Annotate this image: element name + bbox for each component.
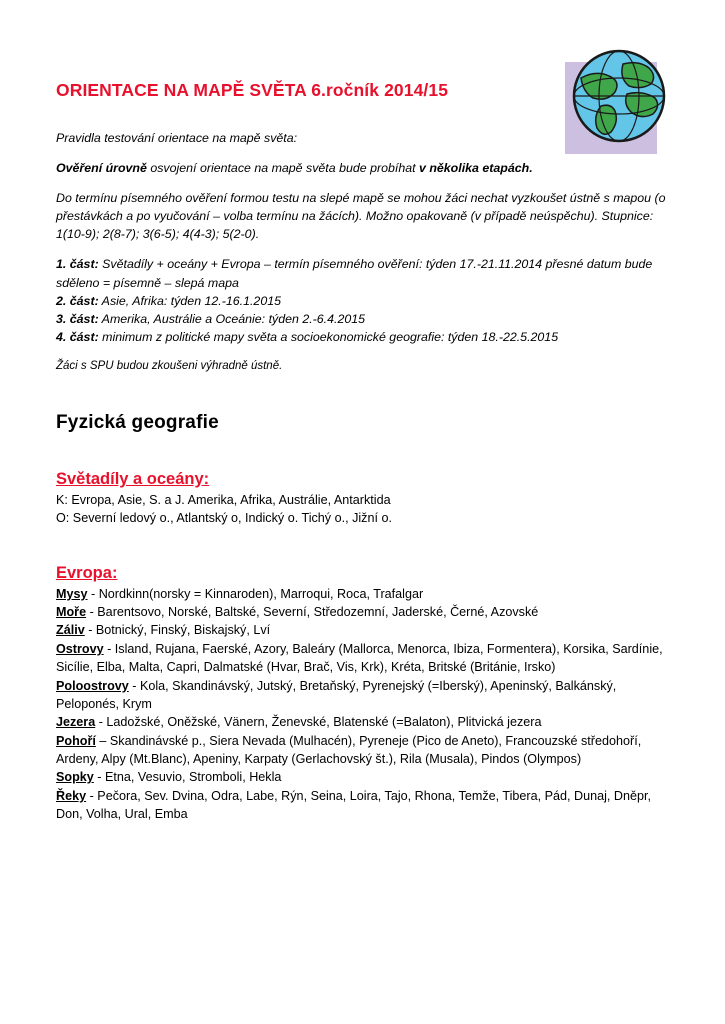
entry-term: Mysy: [56, 586, 88, 601]
rules-heading: Pravidla testování orientace na mapě světa:: [56, 130, 298, 145]
subheading-colon: :: [111, 563, 118, 582]
europe-entry: [56, 621, 669, 639]
europe-heading-row: [56, 564, 669, 583]
part-item: [56, 328, 669, 346]
part-text: minimum z politické mapy světa a socioekonomické geografie: týden 18.-22.5.2015: [98, 329, 559, 344]
page-title: ORIENTACE NA MAPĚ SVĚTA 6.ročník 2014/15: [56, 80, 449, 100]
europe-body: [56, 585, 669, 824]
entry-term: Řeky: [56, 788, 87, 803]
entry-text: - Ladožské, Oněžské, Vänern, Ženevské, Blatenské (=Balaton), Plitvická jezera: [95, 715, 542, 730]
entry-text: - Nordkinn(norsky = Kinnaroden), Marroqui, Roca, Trafalgar: [87, 586, 424, 601]
entry-text: - Etna, Vesuvio, Stromboli, Hekla: [93, 770, 282, 785]
subheading-colon: :: [203, 469, 210, 488]
subheading-continents-text: Světadíly a oceány: [56, 469, 204, 488]
europe-entry: [56, 787, 669, 824]
subheading-europe: [56, 564, 117, 583]
europe-entry: [56, 768, 669, 786]
verify-mid: osvojení orientace na mapě světa bude probíhat: [146, 160, 419, 175]
europe-entry: [56, 603, 669, 621]
continents-body: [56, 491, 669, 528]
verify-bold-1: Ověření úrovně: [56, 160, 147, 175]
part-label: 3. část:: [56, 311, 99, 326]
entry-text: - Pečora, Sev. Dvina, Odra, Labe, Rýn, Seina, Loira, Tajo, Rhona, Temže, Tibera, Pád, Dunaj, Dněpr, Don, Volha, Ural, Emba: [56, 788, 652, 822]
part-text: Asie, Afrika: týden 12.-16.1.2015: [98, 293, 281, 308]
europe-entry: [56, 713, 669, 731]
entry-term: Moře: [56, 605, 87, 620]
entry-text: - Island, Rujana, Faerské, Azory, Baleáry (Mallorca, Menorca, Ibiza, Formentera), Korsika, Sardínie, Sicílie, Elba, Malta, Capri, Dalmatské (Hvar, Brač, Vis, Krk), Kréta, Britské (Británie, Irsko): [56, 641, 663, 675]
intro-paragraph: Do termínu písemného ověření formou testu na slepé mapě se mohou žáci nechat vyzkoušet ústně s mapou (o přestávkách a po vyučování – volba termínu na žácích). Možno opakovaně (v případě neúspěchu). Stupnice: 1(10-9); 2(8-7); 3(6-5); 4(4-3); 5(2-0).: [56, 191, 666, 242]
entry-text: - Botnický, Finský, Biskajský, Lví: [84, 623, 271, 638]
europe-entry: [56, 640, 669, 677]
part-label: 1. část:: [56, 257, 99, 272]
europe-entry: [56, 677, 669, 714]
part-text: Amerika, Austrálie a Oceánie: týden 2.-6.4.2015: [98, 311, 366, 326]
part-text: Světadíly + oceány + Evropa – termín písemného ověření: týden 17.-21.11.2014 přesné datum bude sděleno = písemně – slepá mapa: [56, 257, 653, 290]
globe-illustration: [559, 48, 667, 156]
entry-text: - Barentsovo, Norské, Baltské, Severní, Středozemní, Jaderské, Černé, Azovské: [86, 605, 539, 620]
verify-line: [56, 159, 669, 177]
part-item: [56, 292, 669, 310]
continents-line: K: Evropa, Asie, S. a J. Amerika, Afrika, Austrálie, Antarktida: [56, 492, 391, 507]
part-label: 2. část:: [56, 293, 99, 308]
verify-bold-2: v několika etapách.: [419, 160, 533, 175]
entry-term: Záliv: [56, 623, 85, 638]
entry-text: - Kola, Skandinávský, Jutský, Bretaňský, Pyrenejský (=Iberský), Apeninský, Balkánský, Peloponés, Krym: [56, 678, 617, 711]
oceans-line: O: Severní ledový o., Atlantský o, Indický o. Tichý o., Jižní o.: [56, 511, 392, 526]
part-item: [56, 310, 669, 328]
globe-icon: [571, 48, 667, 144]
part-item: [56, 255, 669, 291]
entry-text: – Skandinávské p., Siera Nevada (Mulhacén), Pyreneje (Pico de Aneto), Francouzské středohoří, Ardeny, Alpy (Mt.Blanc), Apeniny, Karpaty (Gerlachovský št.), Rila (Musala), Pindos (Olympos): [56, 733, 642, 767]
continents-heading-row: [56, 470, 669, 489]
part-label: 4. část:: [56, 329, 99, 344]
parts-list: [56, 255, 669, 346]
europe-entry: [56, 585, 669, 603]
entry-term: Pohoří: [56, 733, 96, 748]
entry-term: Jezera: [56, 715, 96, 730]
entry-term: Sopky: [56, 770, 94, 785]
entry-term: Ostrovy: [56, 641, 104, 656]
europe-entry: [56, 732, 669, 769]
entry-term: Poloostrovy: [56, 678, 129, 693]
section-heading-physical-geography: Fyzická geografie: [56, 411, 219, 433]
spu-note: Žáci s SPU budou zkoušeni výhradně ústně.: [56, 359, 283, 372]
subheading-continents-oceans: [56, 470, 209, 489]
subheading-europe-text: Evropa: [56, 563, 112, 582]
